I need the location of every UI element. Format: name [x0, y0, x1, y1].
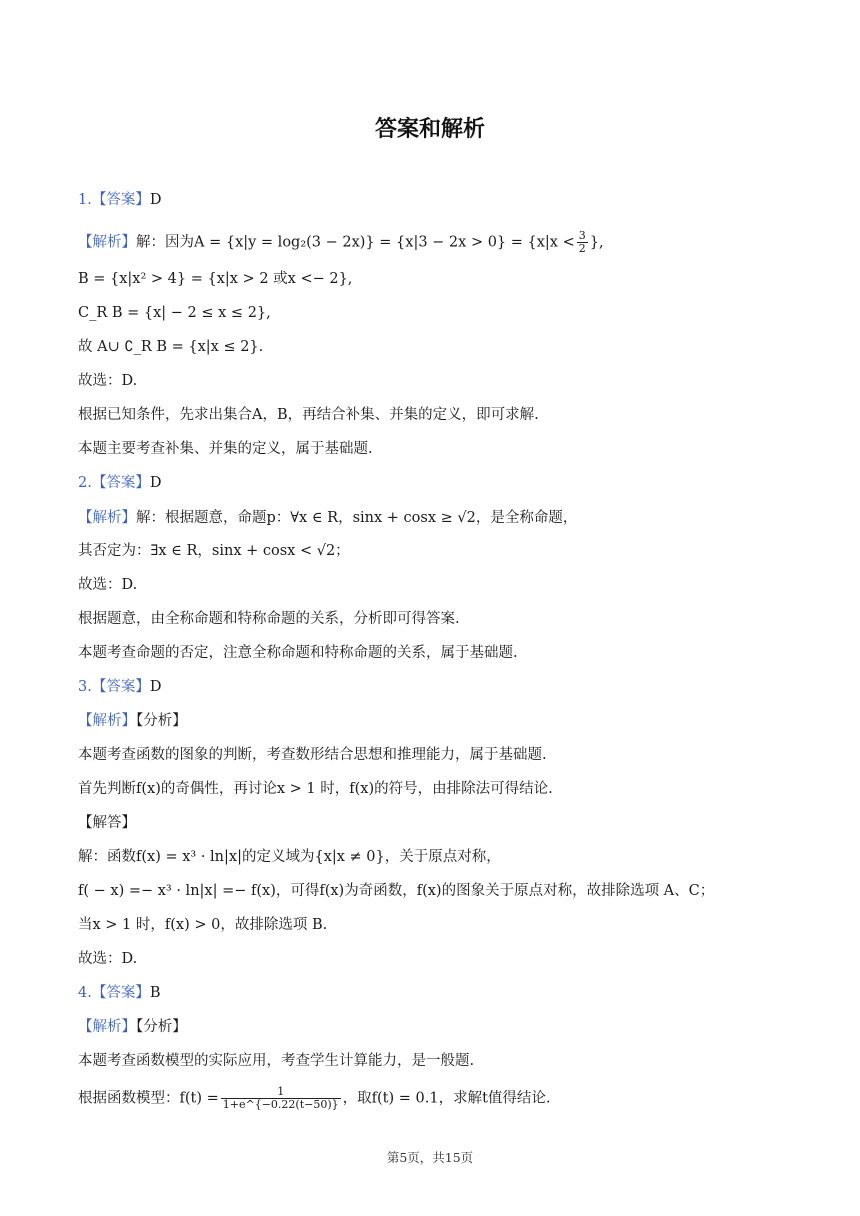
line-tail: }, [589, 234, 604, 251]
text-line [78, 269, 352, 289]
page-footer: 第5页，共15页 [386, 1150, 474, 1165]
line-text: D [149, 475, 162, 491]
section-header: 3.【答案】 [78, 679, 150, 695]
text-line [78, 643, 518, 663]
text-line [78, 1051, 474, 1071]
line-text: 其否定为：∃x ∈ R，sinx + cosx < √2； [78, 543, 350, 559]
line-text: D [149, 192, 162, 208]
line-text: 当x > 1 时，f(x) > 0，故排除选项 B. [78, 917, 328, 933]
section-header: 【解析】 [78, 1019, 136, 1035]
text-line [78, 303, 271, 323]
line-text: f( − x) =− x³ · ln|x| =− f(x)，可得f(x)为奇函数，f(x)的图象关于原点对称，故排除选项 A、C； [78, 883, 715, 899]
text-line [78, 439, 373, 459]
line-text: 【分析】 [136, 1019, 187, 1035]
text-line [78, 508, 577, 528]
line-text: C_R B = {x| − 2 ≤ x ≤ 2}, [78, 305, 271, 321]
line-text: 根据已知条件，先求出集合A，B，再结合补集、并集的定义，即可求解. [78, 407, 539, 423]
text-line [78, 473, 161, 493]
line-text: D [149, 679, 162, 695]
line-text: 首先判断f(x)的奇偶性，再讨论x > 1 时，f(x)的符号，由排除法可得结论. [78, 781, 553, 797]
text-line [78, 745, 547, 765]
section-header: 2.【答案】 [78, 475, 150, 491]
section-header: 【解析】 [78, 234, 136, 251]
line-text: 【分析】 [136, 713, 187, 729]
fraction: $\frac{3}{2}$ [578, 229, 586, 255]
text-line [78, 190, 161, 210]
line-text: 本题考查函数模型的实际应用，考查学生计算能力，是一般题. [78, 1053, 475, 1069]
line-text: 本题主要考查补集、并集的定义，属于基础题. [78, 441, 373, 457]
section-header: 1.【答案】 [78, 192, 150, 208]
line-text: 本题考查命题的否定，注意全称命题和特称命题的关系，属于基础题. [78, 645, 518, 661]
text-line [78, 1086, 551, 1111]
text-line [78, 847, 501, 867]
line-text: 故选：D. [78, 577, 138, 593]
text-line [78, 915, 327, 935]
section-header: 【解析】 [78, 713, 136, 729]
text-line [78, 779, 553, 799]
fraction: $\frac{1}{1+e\^{}\{-0.22(t-50)\}}$ [222, 1085, 339, 1111]
line-text: 故选：D. [78, 373, 138, 389]
line-tail: ，取f(t) = 0.1，求解t值得结论. [342, 1090, 551, 1107]
text-line [78, 1017, 187, 1037]
page-title: 答案和解析 [374, 117, 485, 142]
line-text: 故 A∪ ∁_R B = {x|x ≤ 2}. [78, 339, 264, 355]
line-text: B [149, 985, 161, 1001]
text-line [78, 711, 187, 731]
text-line [78, 575, 137, 595]
line-text: B = {x|x² > 4} = {x|x > 2 或x <− 2}, [78, 271, 353, 287]
text-line [78, 337, 263, 357]
text-line [78, 230, 604, 255]
text-line [78, 541, 350, 561]
line-text: 解：因为A = {x|y = log₂(3 − 2x)} = {x|3 − 2x > 0} = {x|x < [136, 234, 575, 251]
section-header: 4.【答案】 [78, 985, 150, 1001]
text-line [78, 371, 137, 391]
line-text: 根据题意，由全称命题和特称命题的关系，分析即可得答案. [78, 611, 460, 627]
text-line [78, 609, 460, 629]
line-text: 根据函数模型：f(t) = [78, 1090, 219, 1107]
line-text: 【解答】 [78, 815, 136, 831]
text-line [78, 881, 714, 901]
section-header: 【解析】 [78, 510, 136, 526]
line-text: 解：根据题意，命题p：∀x ∈ R，sinx + cosx ≥ √2，是全称命题， [136, 510, 578, 526]
text-line [78, 983, 161, 1003]
line-text: 解：函数f(x) = x³ · ln|x|的定义域为{x|x ≠ 0}，关于原点对称， [78, 849, 501, 865]
line-text: 故选：D. [78, 951, 138, 967]
text-line [78, 813, 136, 833]
text-line [78, 949, 137, 969]
line-text: 本题考查函数的图象的判断，考查数形结合思想和推理能力，属于基础题. [78, 747, 547, 763]
text-line [78, 677, 161, 697]
text-line [78, 405, 539, 425]
